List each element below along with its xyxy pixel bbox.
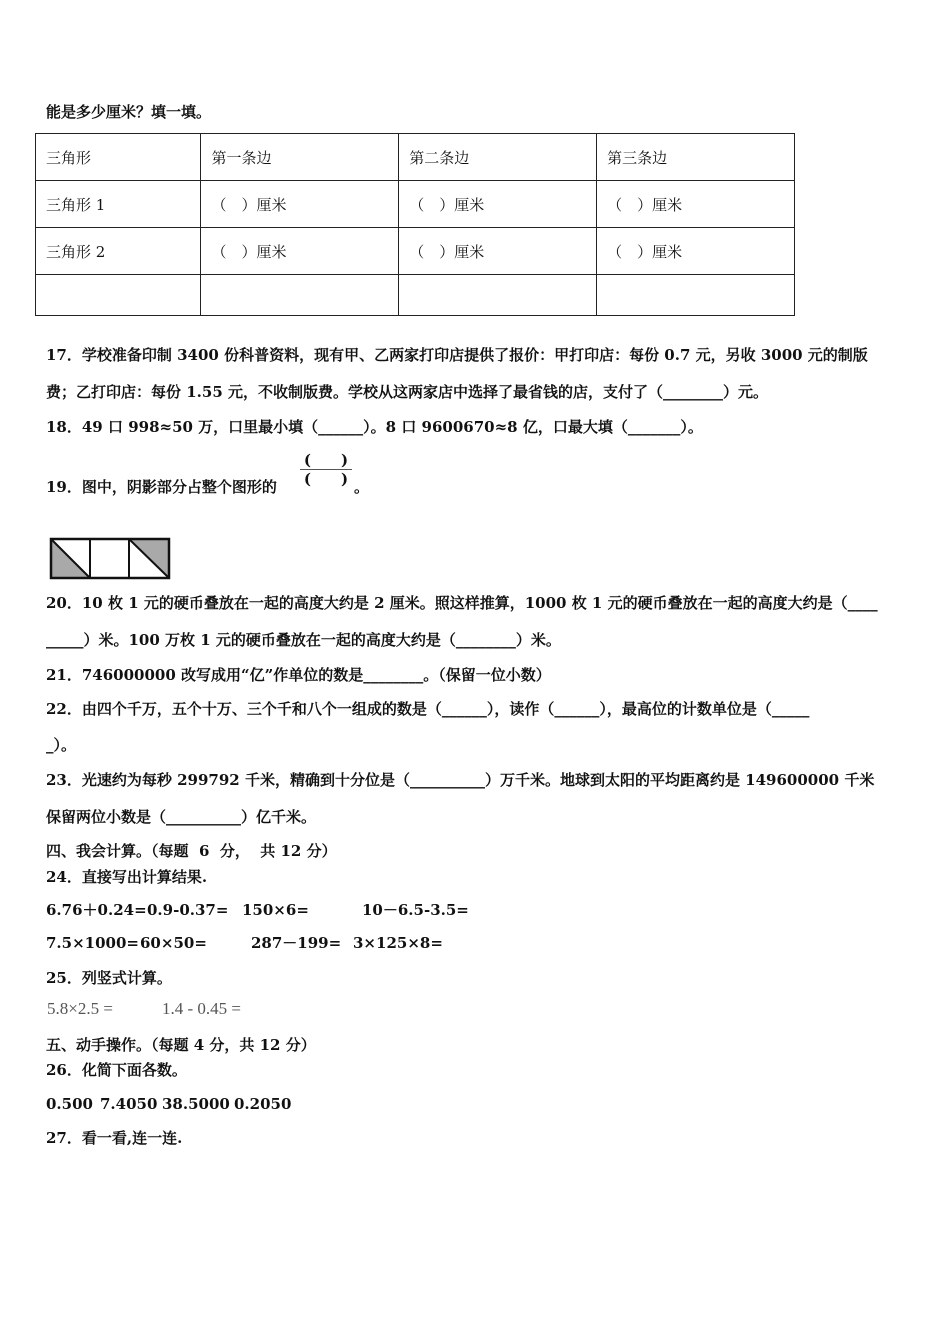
number-2: 7.4050 (100, 1095, 158, 1113)
cell (36, 275, 201, 316)
calc-2: 0.9-0.37= (147, 901, 229, 919)
cell[interactable]: （ ）厘米 (201, 181, 399, 228)
q21: 21．746000000 改写成用“亿”作单位的数是________。（保留一位小数） (46, 666, 551, 684)
shaded-figure (49, 537, 173, 580)
cell: 三角形 1 (36, 181, 201, 228)
number-4: 0.2050 (234, 1095, 292, 1113)
header-cell: 第二条边 (399, 134, 597, 181)
q20-line2: _____）米。100 万枚 1 元的硬币叠放在一起的高度大约是（________）米。 (46, 631, 561, 649)
cell (597, 275, 795, 316)
intro-text: 能是多少厘米？填一填。 (46, 103, 212, 121)
q17-line2: 费；乙打印店：每份 1.55 元，不收制版费。学校从这两家店中选择了最省钱的店，支付了（________）元。 (46, 383, 768, 401)
vertical-calc-2: 1.4 - 0.45 = (162, 999, 241, 1018)
calc-8: 3×125×8= (353, 934, 443, 952)
cell[interactable]: （ ）厘米 (201, 228, 399, 275)
number-1: 0.500 (46, 1095, 93, 1113)
cell[interactable]: （ ）厘米 (597, 228, 795, 275)
calc-7: 287－199= (251, 934, 342, 952)
cell (201, 275, 399, 316)
header-cell: 第三条边 (597, 134, 795, 181)
cell[interactable]: （ ）厘米 (597, 181, 795, 228)
cell[interactable]: （ ）厘米 (399, 228, 597, 275)
header-cell: 三角形 (36, 134, 201, 181)
cell[interactable]: （ ）厘米 (399, 181, 597, 228)
q19-fraction (300, 451, 352, 488)
number-3: 38.5000 (162, 1095, 230, 1113)
q27: 27．看一看,连一连. (46, 1129, 183, 1147)
q19-end: 。 (354, 478, 370, 496)
calc-6: 60×50= (140, 934, 207, 952)
q25: 25．列竖式计算。 (46, 969, 172, 987)
q17-line1: 17．学校准备印制 3400 份科普资料，现有甲、乙两家打印店提供了报价：甲打印店：每份 0.7 元，另收 3000 元的制版 (46, 346, 868, 364)
q23-line2: 保留两位小数是（__________）亿千米。 (46, 808, 317, 826)
calc-4: 10－6.5-3.5= (362, 901, 469, 919)
q26: 26．化简下面各数。 (46, 1061, 187, 1079)
q20-line1: 20．10 枚 1 元的硬币叠放在一起的高度大约是 2 厘米。照这样推算，1000 枚 1 元的硬币叠放在一起的高度大约是（____ (46, 594, 878, 612)
q24: 24．直接写出计算结果. (46, 868, 208, 886)
q22-line1: 22．由四个千万，五个十万、三个千和八个一组成的数是（______），读作（______），最高位的计数单位是（_____ (46, 700, 810, 718)
calc-5: 7.5×1000= (46, 934, 139, 952)
calc-3: 150×6= (242, 901, 309, 919)
triangle-table (35, 133, 795, 316)
section-4-heading: 四、我会计算。（每题 6 分， 共 12 分） (46, 842, 337, 860)
cell: 三角形 2 (36, 228, 201, 275)
denominator-blank[interactable]: ( ) (303, 470, 349, 488)
calc-1: 6.76＋0.24= (46, 901, 147, 919)
section-5-heading: 五、动手操作。（每题 4 分，共 12 分） (46, 1036, 316, 1054)
numerator-blank[interactable]: ( ) (300, 451, 352, 470)
q19-text: 19．图中，阴影部分占整个图形的 (46, 478, 277, 496)
q18: 18．49 口 998≈50 万，口里最小填（______）。8 口 9600670≈8 亿，口最大填（_______）。 (46, 418, 703, 436)
q23-line1: 23．光速约为每秒 299792 千米，精确到十分位是（__________）万千米。地球到太阳的平均距离约是 149600000 千米 (46, 771, 875, 789)
header-cell: 第一条边 (201, 134, 399, 181)
q22-line2: _）。 (46, 736, 77, 754)
vertical-calc-1: 5.8×2.5 = (47, 999, 113, 1018)
cell (399, 275, 597, 316)
